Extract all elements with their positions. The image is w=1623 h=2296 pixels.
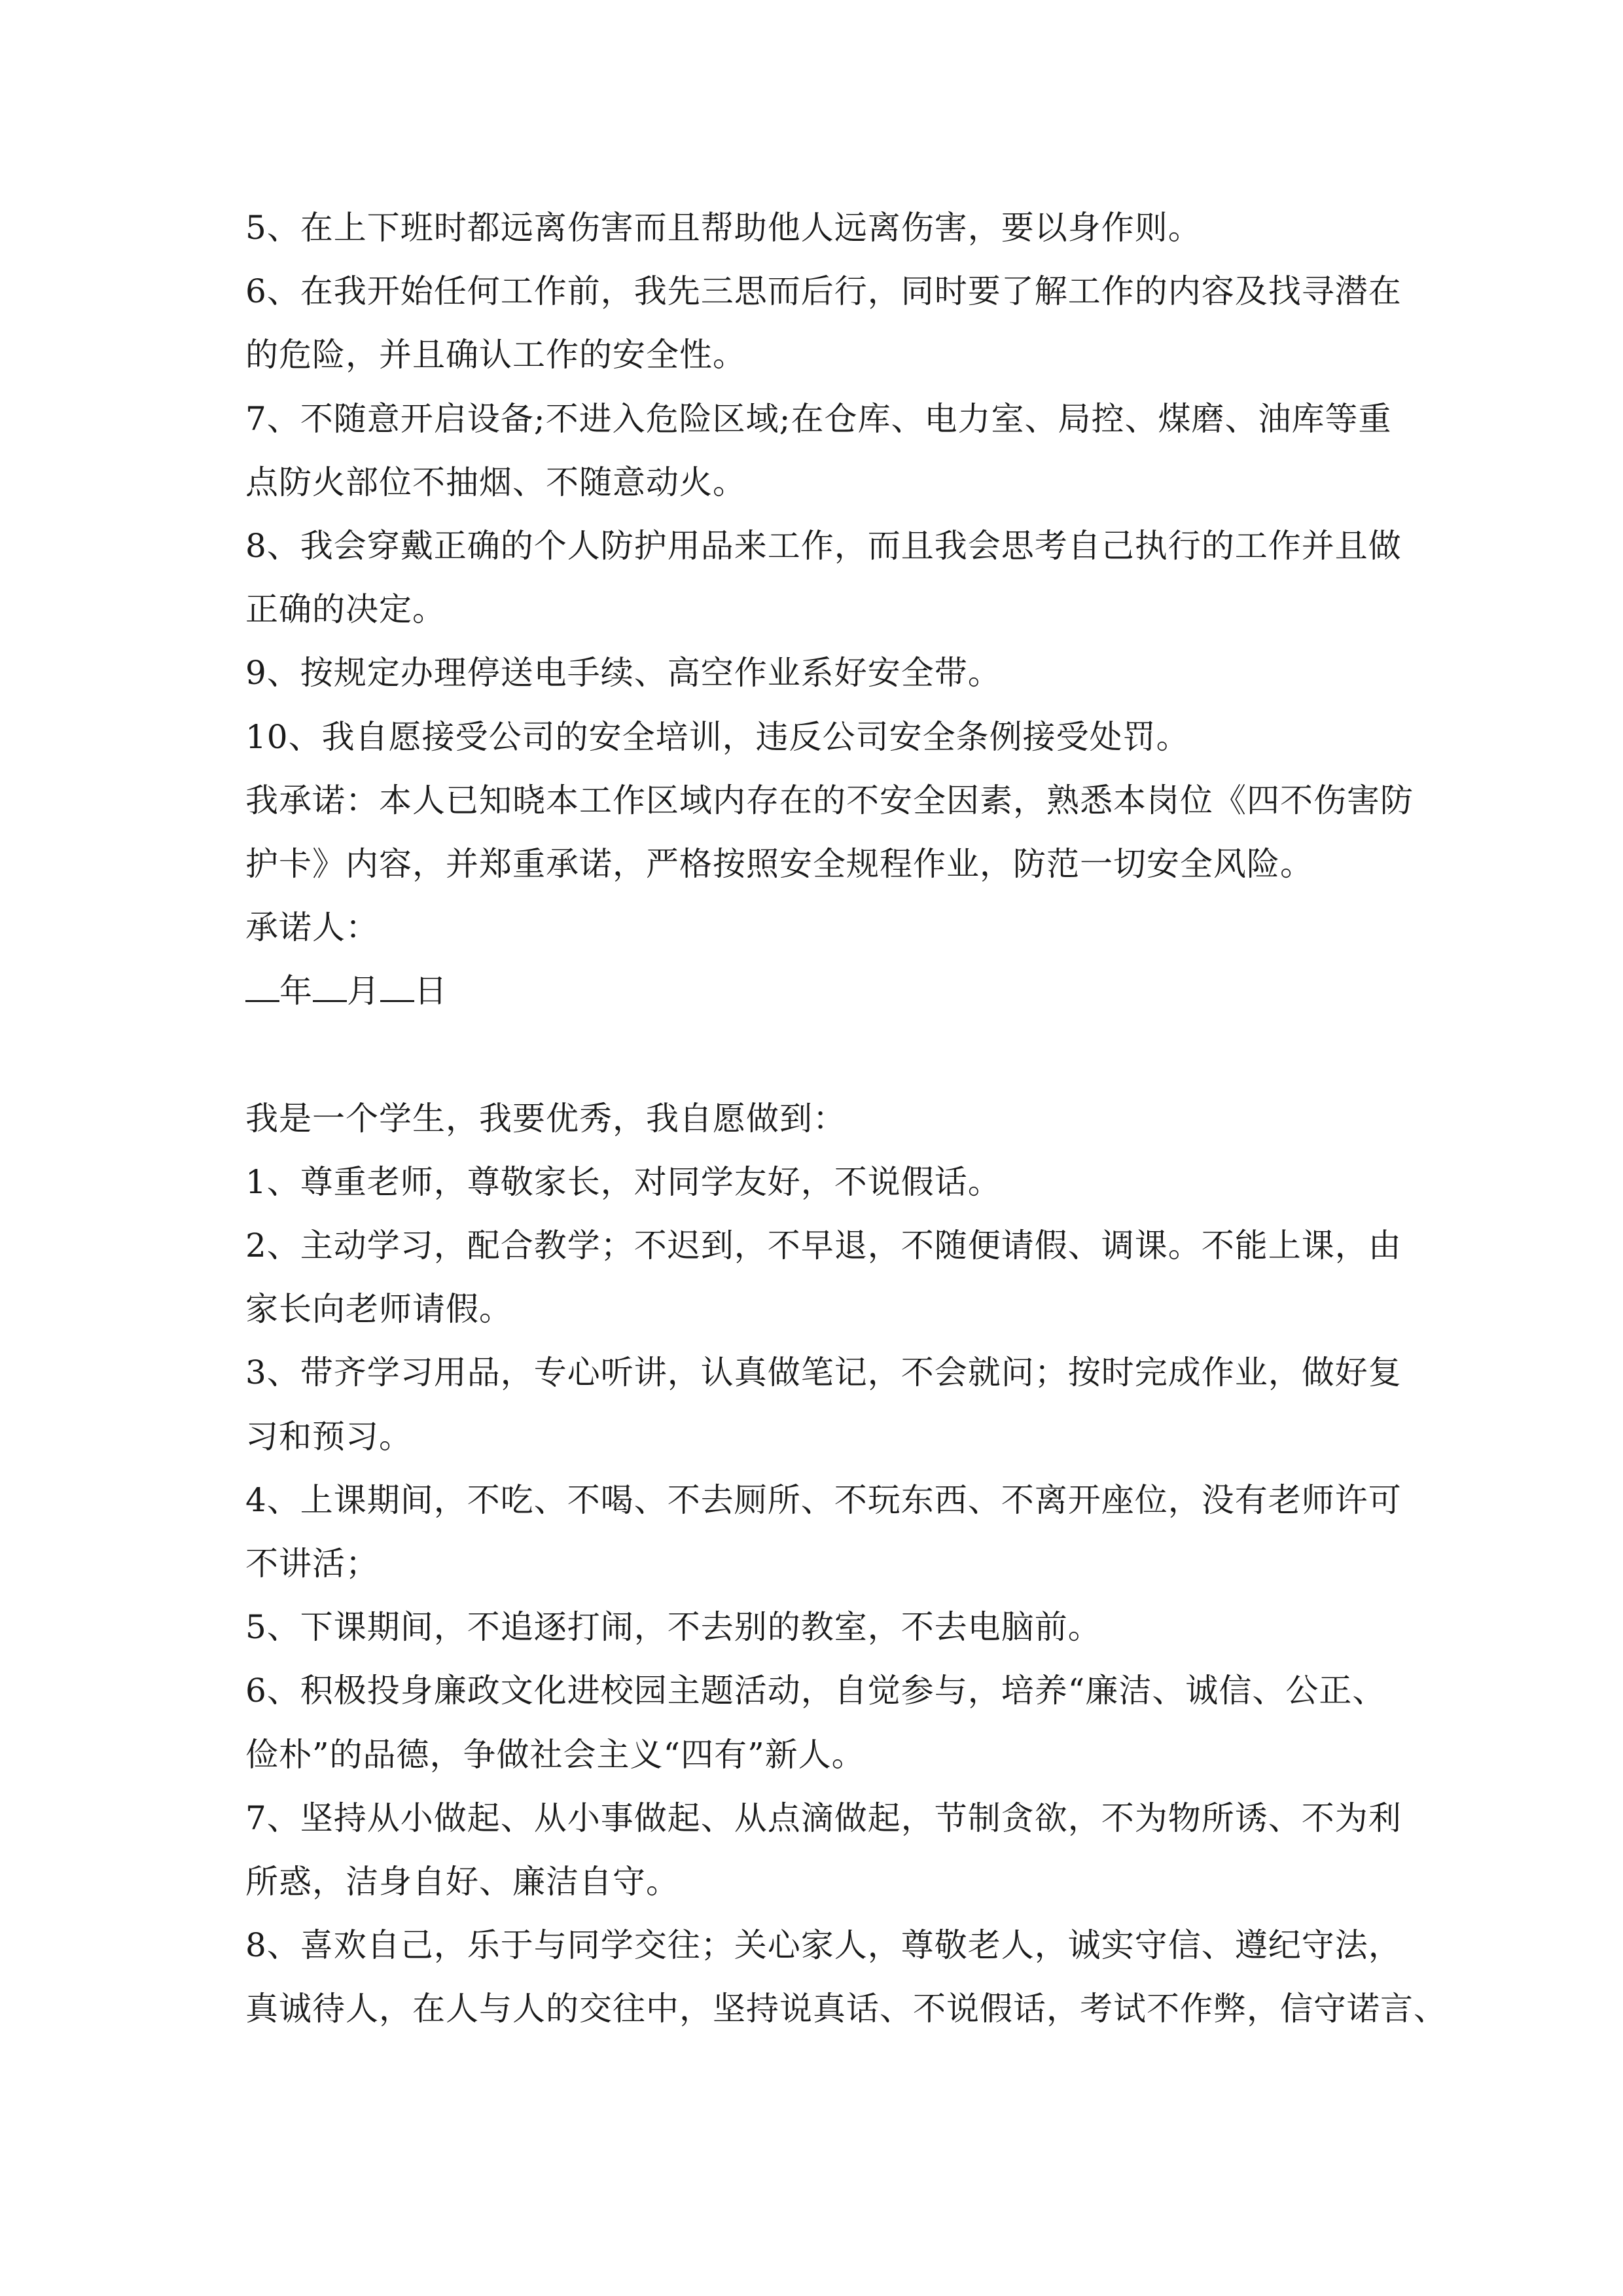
paragraph-line: 点防火部位不抽烟、不随意动火。 [245, 463, 746, 501]
paragraph-line: 2、主动学习，配合教学；不迟到，不早退，不随便请假、调课。不能上课，由 [245, 1227, 1402, 1265]
section-gap [245, 1023, 1384, 1086]
signer-label: 承诺人： [245, 908, 379, 947]
paragraph-line: 俭朴”的品德，争做社会主义“四有”新人。 [245, 1735, 865, 1774]
paragraph-line: 5、下课期间，不追逐打闹，不去别的教室，不去电脑前。 [245, 1608, 1101, 1647]
year-label: 年 [279, 972, 313, 1011]
paragraph-line: 6、积极投身廉政文化进校园主题活动，自觉参与，培养“廉洁、诚信、公正、 [245, 1672, 1386, 1710]
paragraph-line: 我承诺：本人已知晓本工作区域内存在的不安全因素，熟悉本岗位《四不伤害防 [245, 781, 1414, 819]
paragraph-line: 9、按规定办理停送电手续、高空作业系好安全带。 [245, 654, 1001, 692]
day-label: 日 [414, 972, 448, 1011]
paragraph-line: 不讲活； [245, 1544, 379, 1583]
paragraph-line: 7、坚持从小做起、从小事做起、从点滴做起，节制贪欲，不为物所诱、不为利 [245, 1799, 1402, 1837]
paragraph-line: 我是一个学生，我要优秀，我自愿做到： [245, 1099, 846, 1138]
document-body [245, 196, 1447, 2041]
paragraph-line: 10、我自愿接受公司的安全培训，违反公司安全条例接受处罚。 [245, 717, 1190, 756]
paragraph-line: 5、在上下班时都远离伤害而且帮助他人远离伤害，要以身作则。 [245, 209, 1202, 247]
paragraph-line: 3、带齐学习用品，专心听讲，认真做笔记，不会就问；按时完成作业，做好复 [245, 1354, 1402, 1392]
paragraph-line: 真诚待人，在人与人的交往中，坚持说真话、不说假话，考试不作弊，信守诺言、 [245, 1990, 1447, 2028]
paragraph-line: 1、尊重老师，尊敬家长，对同学友好，不说假话。 [245, 1162, 1001, 1201]
paragraph-line: 护卡》内容，并郑重承诺，严格按照安全规程作业，防范一切安全风险。 [245, 844, 1313, 883]
paragraph-line: 8、喜欢自己，乐于与同学交往；关心家人，尊敬老人，诚实守信、遵纪守法， [245, 1926, 1402, 1965]
paragraph-line: 4、上课期间，不吃、不喝、不去厕所、不玩东西、不离开座位，没有老师许可 [245, 1480, 1402, 1519]
month-label: 月 [347, 972, 380, 1011]
paragraph-line: 8、我会穿戴正确的个人防护用品来工作，而且我会思考自己执行的工作并且做 [245, 526, 1402, 565]
year-blank [245, 975, 279, 1002]
paragraph-line: 家长向老师请假。 [245, 1290, 512, 1329]
month-blank [313, 975, 347, 1002]
paragraph-line: 的危险，并且确认工作的安全性。 [245, 336, 746, 374]
paragraph-line: 所惑，洁身自好、廉洁自守。 [245, 1862, 679, 1901]
paragraph-line: 7、不随意开启设备;不进入危险区域;在仓库、电力室、局控、煤磨、油库等重 [245, 399, 1392, 438]
paragraph-line: 6、在我开始任何工作前，我先三思而后行，同时要了解工作的内容及找寻潜在 [245, 272, 1402, 311]
date-line [245, 960, 1384, 1023]
paragraph-line: 正确的决定。 [245, 590, 446, 629]
paragraph-line: 习和预习。 [245, 1417, 412, 1456]
day-blank [380, 975, 414, 1002]
